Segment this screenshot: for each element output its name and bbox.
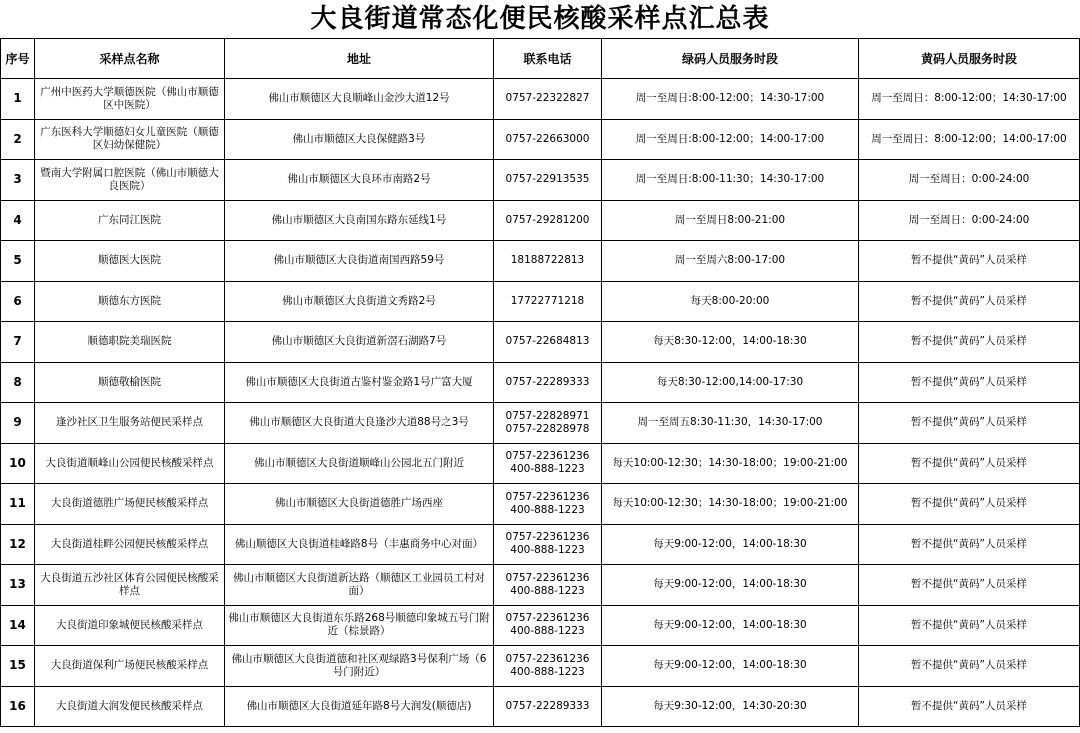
site-name-cell: 暨南大学附属口腔医院（佛山市顺德大良医院） [35, 160, 225, 201]
green-code-hours-cell: 每天9:00-12:00，14:00-18:30 [602, 565, 859, 606]
table-row [1, 119, 1080, 160]
table-row [1, 605, 1080, 646]
green-code-hours-cell: 每天9:00-12:00，14:00-18:30 [602, 646, 859, 687]
row-index-cell: 4 [1, 200, 35, 241]
phone-number: 17722771218 [510, 294, 585, 307]
address-cell: 佛山市顺德区大良街道大良逢沙大道88号之3号 [225, 403, 494, 444]
table-row [1, 524, 1080, 565]
site-name-cell: 顺德医大医院 [35, 241, 225, 282]
row-index-cell: 16 [1, 686, 35, 727]
phone-number: 0757-22289333 [505, 699, 590, 712]
site-name-cell: 广东医科大学顺德妇女儿童医院（顺德区妇幼保健院） [35, 119, 225, 160]
phone-number: 0757-22828978 [505, 422, 590, 435]
row-index-cell: 12 [1, 524, 35, 565]
green-code-hours-cell: 周一至周日:8:00-12:00；14:00-17:00 [602, 119, 859, 160]
phone-number: 400-888-1223 [510, 584, 585, 597]
phone-number: 0757-22684813 [505, 335, 590, 348]
site-name-cell: 逢沙社区卫生服务站便民采样点 [35, 403, 225, 444]
phone-number: 0757-22322827 [505, 92, 590, 105]
yellow-code-hours-cell: 暂不提供“黄码”人员采样 [859, 362, 1080, 403]
phone-number: 400-888-1223 [510, 625, 585, 638]
phone-cell [494, 79, 602, 120]
phone-number: 0757-22361236 [505, 652, 590, 665]
site-name-cell: 大良街道大润发便民核酸采样点 [35, 686, 225, 727]
site-name-cell: 大良街道德胜广场便民核酸采样点 [35, 484, 225, 525]
yellow-code-hours-cell: 暂不提供“黄码”人员采样 [859, 281, 1080, 322]
green-code-hours-cell: 周一至周日:8:00-11:30；14:30-17:00 [602, 160, 859, 201]
row-index-cell: 6 [1, 281, 35, 322]
table-header-row [1, 39, 1080, 79]
yellow-code-hours-cell: 暂不提供“黄码”人员采样 [859, 565, 1080, 606]
green-code-hours-cell: 每天8:30-12:00,14:00-17:30 [602, 362, 859, 403]
table-row [1, 241, 1080, 282]
row-index-cell: 14 [1, 605, 35, 646]
site-name-cell: 大良街道保利广场便民核酸采样点 [35, 646, 225, 687]
green-code-hours-cell: 每天9:30-12:00，14:30-20:30 [602, 686, 859, 727]
table-row [1, 443, 1080, 484]
green-code-hours-cell: 每天10:00-12:30；14:30-18:00；19:00-21:00 [602, 443, 859, 484]
phone-number: 0757-22361236 [505, 450, 590, 463]
phone-cell [494, 524, 602, 565]
address-cell: 佛山市顺德区大良环市南路2号 [225, 160, 494, 201]
address-cell: 佛山市顺德区大良街道南国西路59号 [225, 241, 494, 282]
phone-cell [494, 605, 602, 646]
phone-number: 0757-22361236 [505, 531, 590, 544]
phone-cell [494, 322, 602, 363]
table-row [1, 322, 1080, 363]
phone-cell [494, 241, 602, 282]
site-name-cell: 顺德敬榆医院 [35, 362, 225, 403]
header-index: 序号 [1, 39, 35, 79]
header-green-code-hours: 绿码人员服务时段 [602, 39, 859, 79]
yellow-code-hours-cell: 暂不提供“黄码”人员采样 [859, 605, 1080, 646]
phone-number: 400-888-1223 [510, 665, 585, 678]
phone-cell [494, 443, 602, 484]
green-code-hours-cell: 每天8:30-12:00，14:00-18:30 [602, 322, 859, 363]
yellow-code-hours-cell: 暂不提供“黄码”人员采样 [859, 322, 1080, 363]
row-index-cell: 13 [1, 565, 35, 606]
address-cell: 佛山市顺德区大良街道东乐路268号顺德印象城五号门附近（棕景路） [225, 605, 494, 646]
yellow-code-hours-cell: 周一至周日：0:00-24:00 [859, 160, 1080, 201]
phone-number: 0757-22361236 [505, 571, 590, 584]
row-index-cell: 10 [1, 443, 35, 484]
yellow-code-hours-cell: 暂不提供“黄码”人员采样 [859, 241, 1080, 282]
address-cell: 佛山市顺德区大良街道古鉴村鉴金路1号广富大厦 [225, 362, 494, 403]
phone-cell [494, 362, 602, 403]
green-code-hours-cell: 每天9:00-12:00，14:00-18:30 [602, 605, 859, 646]
phone-number: 400-888-1223 [510, 503, 585, 516]
phone-number: 0757-29281200 [505, 213, 590, 226]
table-row [1, 686, 1080, 727]
address-cell: 佛山市顺德区大良南国东路东延线1号 [225, 200, 494, 241]
site-name-cell: 大良街道印象城便民核酸采样点 [35, 605, 225, 646]
yellow-code-hours-cell: 周一至周日：8:00-12:00；14:30-17:00 [859, 79, 1080, 120]
table-row [1, 79, 1080, 120]
phone-number: 18188722813 [510, 254, 585, 267]
address-cell: 佛山市顺德区大良街道新滘石湖路7号 [225, 322, 494, 363]
table-row [1, 200, 1080, 241]
row-index-cell: 1 [1, 79, 35, 120]
table-row [1, 565, 1080, 606]
phone-cell [494, 200, 602, 241]
phone-cell [494, 686, 602, 727]
yellow-code-hours-cell: 周一至周日：0:00-24:00 [859, 200, 1080, 241]
phone-cell [494, 484, 602, 525]
green-code-hours-cell: 每天10:00-12:30；14:30-18:00；19:00-21:00 [602, 484, 859, 525]
site-name-cell: 大良街道桂畔公园便民核酸采样点 [35, 524, 225, 565]
yellow-code-hours-cell: 暂不提供“黄码”人员采样 [859, 403, 1080, 444]
table-row [1, 484, 1080, 525]
green-code-hours-cell: 周一至周五8:30-11:30，14:30-17:00 [602, 403, 859, 444]
phone-number: 0757-22289333 [505, 375, 590, 388]
header-yellow-code-hours: 黄码人员服务时段 [859, 39, 1080, 79]
phone-cell [494, 281, 602, 322]
yellow-code-hours-cell: 暂不提供“黄码”人员采样 [859, 443, 1080, 484]
site-name-cell: 大良街道顺峰山公园便民核酸采样点 [35, 443, 225, 484]
phone-cell [494, 403, 602, 444]
address-cell: 佛山市顺德区大良街道新达路（顺德区工业园员工村对面） [225, 565, 494, 606]
green-code-hours-cell: 周一至周日8:00-21:00 [602, 200, 859, 241]
table-row [1, 160, 1080, 201]
phone-number: 0757-22361236 [505, 490, 590, 503]
phone-number: 400-888-1223 [510, 544, 585, 557]
row-index-cell: 15 [1, 646, 35, 687]
phone-number: 0757-22361236 [505, 612, 590, 625]
row-index-cell: 11 [1, 484, 35, 525]
address-cell: 佛山市顺德区大良街道文秀路2号 [225, 281, 494, 322]
address-cell: 佛山市顺德区大良街道德和社区观绿路3号保利广场（6号门附近） [225, 646, 494, 687]
green-code-hours-cell: 每天8:00-20:00 [602, 281, 859, 322]
address-cell: 佛山市顺德区大良街道德胜广场西座 [225, 484, 494, 525]
table-row [1, 362, 1080, 403]
row-index-cell: 2 [1, 119, 35, 160]
sampling-points-table [0, 38, 1080, 727]
table-row [1, 403, 1080, 444]
address-cell: 佛山顺德区大良街道桂峰路8号（丰惠商务中心对面） [225, 524, 494, 565]
page-title: 大良街道常态化便民核酸采样点汇总表 [310, 4, 770, 34]
site-name-cell: 顺德东方医院 [35, 281, 225, 322]
yellow-code-hours-cell: 暂不提供“黄码”人员采样 [859, 524, 1080, 565]
site-name-cell: 广州中医药大学顺德医院（佛山市顺德区中医院） [35, 79, 225, 120]
header-phone: 联系电话 [494, 39, 602, 79]
table-row [1, 281, 1080, 322]
row-index-cell: 5 [1, 241, 35, 282]
row-index-cell: 8 [1, 362, 35, 403]
row-index-cell: 3 [1, 160, 35, 201]
table-row [1, 646, 1080, 687]
address-cell: 佛山市顺德区大良顺峰山金沙大道12号 [225, 79, 494, 120]
site-name-cell: 大良街道五沙社区体育公园便民核酸采样点 [35, 565, 225, 606]
phone-cell [494, 646, 602, 687]
phone-number: 400-888-1223 [510, 463, 585, 476]
yellow-code-hours-cell: 暂不提供“黄码”人员采样 [859, 484, 1080, 525]
phone-cell [494, 160, 602, 201]
yellow-code-hours-cell: 周一至周日：8:00-12:00；14:00-17:00 [859, 119, 1080, 160]
site-name-cell: 顺德职院美瑞医院 [35, 322, 225, 363]
site-name-cell: 广东同江医院 [35, 200, 225, 241]
green-code-hours-cell: 周一至周日:8:00-12:00；14:30-17:00 [602, 79, 859, 120]
phone-cell [494, 119, 602, 160]
header-address: 地址 [225, 39, 494, 79]
phone-number: 0757-22828971 [505, 409, 590, 422]
row-index-cell: 9 [1, 403, 35, 444]
green-code-hours-cell: 周一至周六8:00-17:00 [602, 241, 859, 282]
yellow-code-hours-cell: 暂不提供“黄码”人员采样 [859, 646, 1080, 687]
row-index-cell: 7 [1, 322, 35, 363]
phone-number: 0757-22663000 [505, 132, 590, 145]
yellow-code-hours-cell: 暂不提供“黄码”人员采样 [859, 686, 1080, 727]
address-cell: 佛山市顺德区大良街道延年路8号大润发(顺德店) [225, 686, 494, 727]
phone-cell [494, 565, 602, 606]
phone-number: 0757-22913535 [505, 173, 590, 186]
green-code-hours-cell: 每天9:00-12:00，14:00-18:30 [602, 524, 859, 565]
address-cell: 佛山市顺德区大良保健路3号 [225, 119, 494, 160]
address-cell: 佛山市顺德区大良街道顺峰山公园北五门附近 [225, 443, 494, 484]
header-site-name: 采样点名称 [35, 39, 225, 79]
